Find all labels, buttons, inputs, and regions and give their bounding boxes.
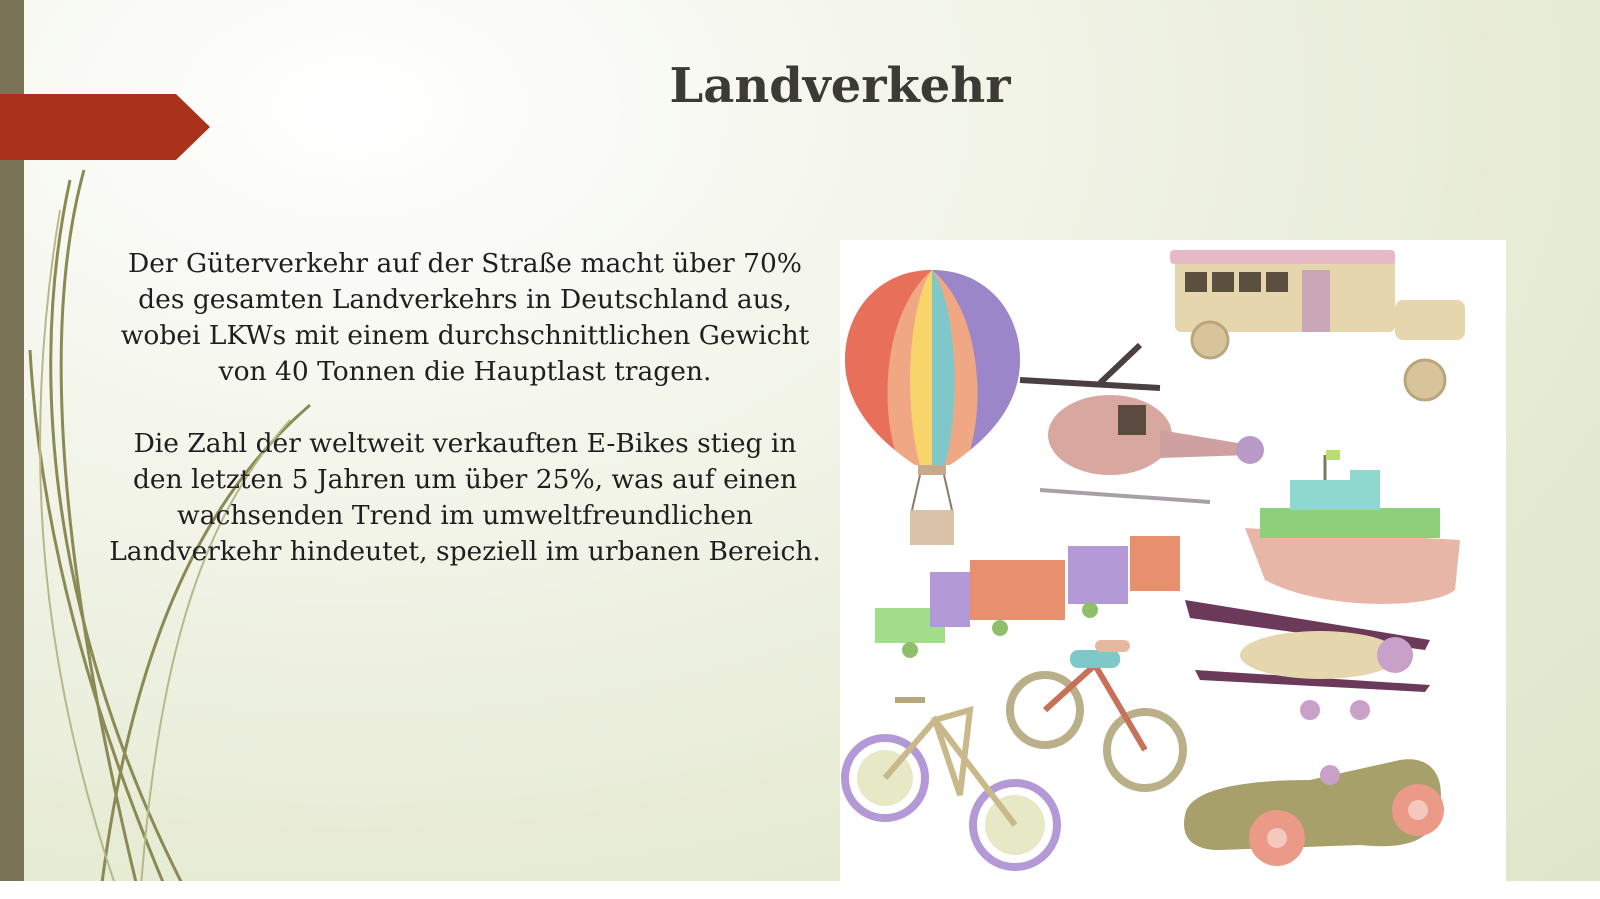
slide-title: Landverkehr (669, 58, 1011, 114)
paragraph-freight-traffic: Der Güterverkehr auf der Straße macht über 70% des gesamten Landverkehrs in Deutschland aus, wobei LKWs mit einem durchschnittlichen Gewicht von 40 Tonnen die Hauptlast tragen. (120, 248, 810, 387)
race-car-icon (1184, 759, 1444, 866)
biplane-icon (1185, 600, 1430, 720)
helicopter-icon (1020, 345, 1264, 502)
vehicles-illustration (840, 240, 1506, 899)
train-icon (875, 536, 1180, 658)
bicycle-icon (845, 700, 1057, 867)
body-text (105, 246, 825, 606)
paragraph-e-bikes: Die Zahl der weltweit verkauften E-Bikes stieg in den letzten 5 Jahren um über 25%, was auf einen wachsenden Trend im umweltfreundlichen Landverkehr hindeutet, speziell im urbanen Bereich. (109, 428, 821, 567)
hot-air-balloon-icon (845, 270, 1020, 545)
ship-icon (1245, 450, 1460, 604)
bottom-strip (0, 881, 1600, 899)
motorcycle-icon (1010, 640, 1183, 788)
bus-icon (1170, 250, 1465, 400)
